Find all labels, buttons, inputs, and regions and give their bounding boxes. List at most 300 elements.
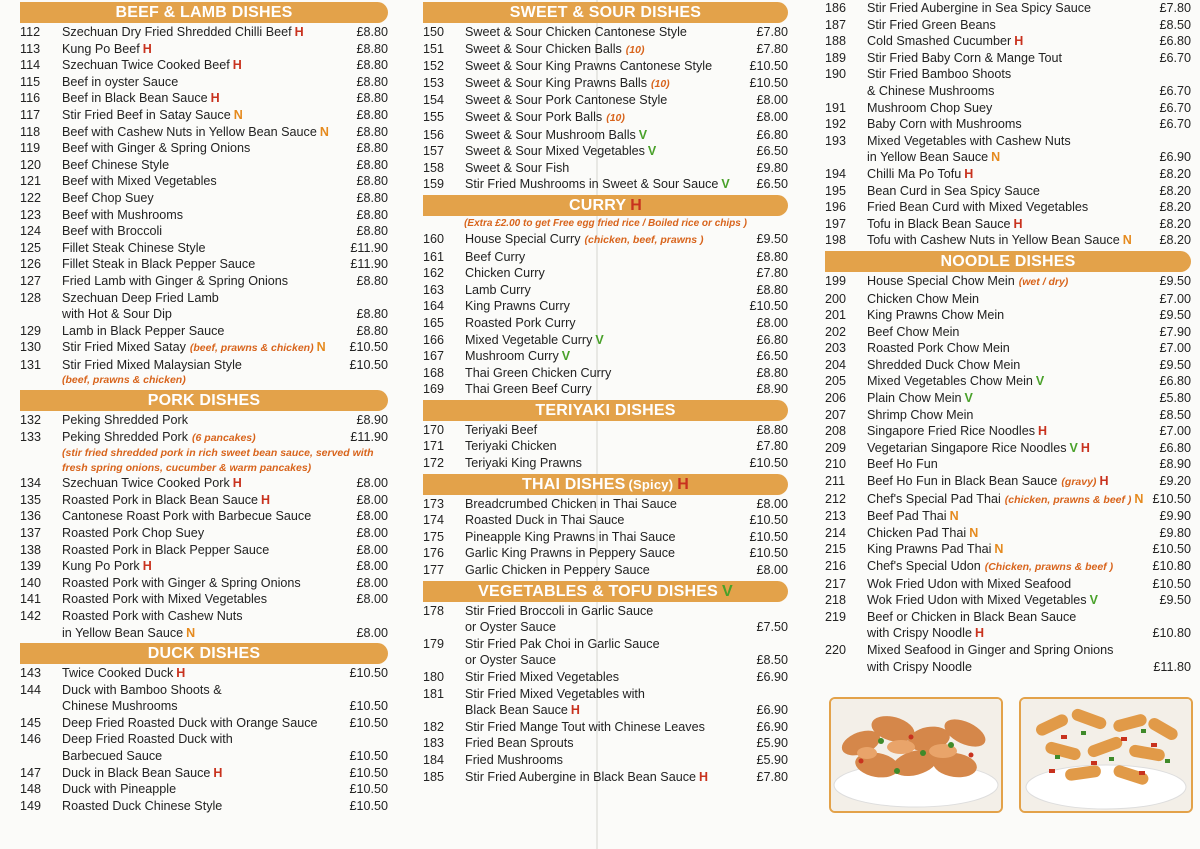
item-number: 130 xyxy=(20,340,42,355)
item-price: £10.50 xyxy=(1152,491,1191,506)
section-header xyxy=(423,400,788,421)
menu-item-continued xyxy=(423,652,788,669)
item-name xyxy=(867,508,1143,525)
item-name xyxy=(62,591,340,608)
item-number: 198 xyxy=(825,233,847,248)
item-number-spacer xyxy=(423,619,465,636)
item-price: £8.80 xyxy=(756,365,788,380)
item-price: £6.90 xyxy=(756,719,788,734)
hot-badge: H xyxy=(232,58,242,73)
item-name xyxy=(62,273,340,290)
item-price: £10.50 xyxy=(749,513,788,528)
item-number: 165 xyxy=(423,315,445,330)
veg-badge: V xyxy=(638,127,648,142)
item-price: £8.80 xyxy=(356,25,388,39)
item-name-text: Szechuan Dry Fried Shredded Chilli Beef xyxy=(62,25,292,39)
item-name-text: Lamb Curry xyxy=(465,282,531,297)
item-number: 121 xyxy=(20,174,42,189)
item-name-text: Beef with Mixed Vegetables xyxy=(62,174,217,189)
menu-column-3 xyxy=(825,0,1191,675)
item-name-text: Kung Po Pork xyxy=(62,559,140,574)
menu-item xyxy=(20,24,388,41)
item-number: 180 xyxy=(423,670,445,684)
item-name xyxy=(867,423,1143,440)
item-number: 196 xyxy=(825,200,847,215)
menu-item xyxy=(825,407,1191,424)
item-name-text: Sweet & Sour Mushroom Balls xyxy=(465,127,636,142)
item-name-text: Beef Ho Fun in Black Bean Sauce xyxy=(867,474,1058,489)
item-number: 161 xyxy=(423,249,445,264)
item-number: 218 xyxy=(825,593,847,608)
item-price: £7.80 xyxy=(756,769,788,784)
item-price: £8.00 xyxy=(356,525,388,540)
item-name xyxy=(62,190,340,207)
item-price: £10.50 xyxy=(349,340,388,355)
item-price: £8.00 xyxy=(356,542,388,557)
hot-badge: H xyxy=(261,492,271,507)
menu-item-continued xyxy=(423,619,788,636)
menu-column-2 xyxy=(423,0,788,785)
item-number: 148 xyxy=(20,782,42,797)
item-name xyxy=(465,265,740,282)
item-name xyxy=(867,33,1143,50)
hot-badge: H xyxy=(294,25,304,39)
item-price: £10.80 xyxy=(1152,559,1191,573)
menu-item xyxy=(20,124,388,141)
item-number: 157 xyxy=(423,144,445,159)
item-number: 220 xyxy=(825,642,847,657)
item-name-text: Deep Fried Roasted Duck with xyxy=(62,732,233,747)
section-header xyxy=(20,643,388,664)
item-name-text: Beef Chop Suey xyxy=(62,190,154,205)
item-number: 214 xyxy=(825,525,847,540)
menu-item xyxy=(20,525,388,542)
item-price: £7.00 xyxy=(1159,341,1191,356)
item-price: £8.00 xyxy=(756,496,788,511)
item-name-text: Stir Fried Aubergine in Sea Spicy Sauce xyxy=(867,1,1092,15)
item-name xyxy=(62,575,340,592)
item-name-text: Chef's Special Udon xyxy=(867,559,981,573)
item-number: 204 xyxy=(825,357,847,372)
item-name xyxy=(62,412,340,429)
item-name-text: Beef Curry xyxy=(465,249,526,264)
item-price: £10.50 xyxy=(749,546,788,561)
menu-item xyxy=(423,231,788,249)
menu-item xyxy=(423,41,788,59)
item-name-text: House Special Chow Mein xyxy=(867,273,1015,288)
item-number: 197 xyxy=(825,216,847,231)
menu-item xyxy=(20,41,388,58)
item-price: £6.80 xyxy=(756,332,788,347)
item-price: £8.00 xyxy=(356,559,388,574)
item-price: £8.80 xyxy=(356,207,388,222)
item-name-text: Thai Green Beef Curry xyxy=(465,382,592,397)
item-number: 169 xyxy=(423,382,445,397)
item-name xyxy=(465,127,740,144)
item-name-text: Sweet & Sour Mixed Vegetables xyxy=(465,144,645,159)
item-name xyxy=(62,74,340,91)
item-price: £9.80 xyxy=(756,160,788,175)
item-number: 125 xyxy=(20,240,42,255)
hot-badge: H xyxy=(630,196,643,214)
item-price-spacer xyxy=(340,682,388,699)
item-price: £8.80 xyxy=(356,307,388,322)
item-number: 155 xyxy=(423,109,445,124)
veg-badge: V xyxy=(721,582,733,600)
item-number: 168 xyxy=(423,365,445,380)
item-name-line2-text: in Yellow Bean Sauce xyxy=(62,625,184,640)
item-name xyxy=(465,365,740,382)
item-price: £8.20 xyxy=(1159,216,1191,231)
section-title: BEEF & LAMB DISHES xyxy=(115,4,293,21)
item-number: 189 xyxy=(825,50,847,65)
item-price-spacer xyxy=(1143,642,1191,659)
item-name-text: Fillet Steak Chinese Style xyxy=(62,240,206,255)
menu-item xyxy=(825,0,1191,17)
menu-item xyxy=(825,66,1191,83)
item-name-text: Breadcrumbed Chicken in Thai Sauce xyxy=(465,496,677,511)
item-name xyxy=(867,390,1143,407)
item-price: £10.50 xyxy=(349,765,388,780)
item-number: 170 xyxy=(423,422,445,437)
item-price: £10.50 xyxy=(749,59,788,74)
menu-item xyxy=(825,273,1191,291)
menu-item xyxy=(20,256,388,273)
item-name-text: Roasted Pork with Cashew Nuts xyxy=(62,608,243,623)
menu-item xyxy=(20,429,388,447)
item-note: (Chicken, prawns & beef ) xyxy=(984,561,1114,573)
item-name-text: Wok Fried Udon with Mixed Vegetables xyxy=(867,593,1087,608)
item-name-text: Cold Smashed Cucumber xyxy=(867,34,1012,49)
item-name-line2 xyxy=(62,748,340,765)
item-price-spacer xyxy=(740,636,788,653)
section-title: PORK DISHES xyxy=(147,391,261,409)
item-price: £7.00 xyxy=(1159,291,1191,306)
item-name-line2 xyxy=(867,625,1143,642)
menu-item xyxy=(423,127,788,144)
hot-badge: H xyxy=(213,765,223,780)
menu-item xyxy=(20,107,388,124)
item-price: £8.80 xyxy=(356,124,388,139)
menu-item xyxy=(423,562,788,579)
nuts-badge: N xyxy=(969,525,979,540)
item-price: £9.50 xyxy=(1159,273,1191,288)
item-name xyxy=(62,107,340,124)
item-price: £7.80 xyxy=(756,439,788,454)
item-name xyxy=(867,541,1143,558)
item-price: £8.80 xyxy=(356,323,388,338)
item-name xyxy=(465,298,740,315)
menu-item xyxy=(825,340,1191,357)
item-number: 193 xyxy=(825,133,847,148)
item-name xyxy=(867,273,1143,291)
menu-item xyxy=(20,290,388,307)
item-name xyxy=(62,24,340,41)
item-price: £9.20 xyxy=(1159,474,1191,489)
item-price: £8.90 xyxy=(356,412,388,427)
item-name-text: Mushroom Chop Suey xyxy=(867,100,993,115)
item-name-text: Beef with Cashew Nuts in Yellow Bean Sauce xyxy=(62,124,317,139)
hot-badge: H xyxy=(570,703,580,718)
item-name xyxy=(62,124,340,141)
menu-item xyxy=(20,190,388,207)
item-name-text: Beef in oyster Sauce xyxy=(62,74,179,89)
item-name-text: Cantonese Roast Pork with Barbecue Sauce xyxy=(62,509,312,524)
item-price: £10.50 xyxy=(349,782,388,797)
item-name xyxy=(867,456,1143,473)
item-price: £8.00 xyxy=(756,93,788,108)
item-name-line2 xyxy=(465,619,740,636)
item-name xyxy=(867,609,1143,626)
section-header xyxy=(20,2,388,23)
item-name-text: Fried Mushrooms xyxy=(465,752,563,767)
item-price: £8.80 xyxy=(356,107,388,122)
item-number: 163 xyxy=(423,282,445,297)
item-name xyxy=(465,109,740,127)
item-name-text: Vegetarian Singapore Rice Noodles xyxy=(867,440,1067,455)
item-price: £6.70 xyxy=(1159,100,1191,115)
item-number: 202 xyxy=(825,324,847,339)
item-number: 131 xyxy=(20,357,42,372)
item-name-text: Beef Ho Fun xyxy=(867,457,938,472)
menu-item xyxy=(20,273,388,290)
item-price-spacer xyxy=(340,290,388,307)
menu-item xyxy=(20,323,388,340)
item-number: 178 xyxy=(423,603,445,618)
item-name xyxy=(62,715,340,732)
item-number: 124 xyxy=(20,224,42,239)
item-name xyxy=(465,231,740,249)
menu-item xyxy=(20,140,388,157)
item-name-text: Stir Fried Aubergine in Black Bean Sauce xyxy=(465,769,697,784)
item-price-spacer xyxy=(1143,133,1191,150)
menu-item xyxy=(423,719,788,736)
item-name xyxy=(465,143,740,160)
hot-badge: H xyxy=(1014,34,1024,49)
item-name-line2-text: or Oyster Sauce xyxy=(465,620,556,635)
item-number: 187 xyxy=(825,17,847,32)
menu-item xyxy=(20,475,388,492)
item-name-text: Teriyaki Chicken xyxy=(465,439,557,454)
item-name xyxy=(465,176,740,193)
menu-item xyxy=(20,665,388,682)
item-number: 114 xyxy=(20,58,41,73)
menu-item-continued xyxy=(20,698,388,715)
item-number-spacer xyxy=(20,698,62,715)
item-number: 162 xyxy=(423,266,445,281)
item-number: 146 xyxy=(20,732,42,747)
item-number: 205 xyxy=(825,374,847,389)
menu-item-continued xyxy=(20,306,388,323)
item-number: 200 xyxy=(825,291,847,306)
menu-item xyxy=(423,176,788,193)
item-name-text: Garlic King Prawns in Peppery Sauce xyxy=(465,546,675,561)
item-price: £8.80 xyxy=(756,249,788,264)
item-name xyxy=(62,542,340,559)
veg-badge: V xyxy=(1089,593,1098,608)
item-price: £8.20 xyxy=(1159,166,1191,181)
item-name xyxy=(867,133,1143,150)
item-name xyxy=(867,373,1143,390)
item-name-text: Duck with Bamboo Shoots & xyxy=(62,682,222,697)
item-price: £9.50 xyxy=(1159,357,1191,372)
item-number: 153 xyxy=(423,75,445,90)
section-title: DUCK DISHES xyxy=(147,645,261,663)
item-price: £8.90 xyxy=(1159,457,1191,472)
item-price-spacer xyxy=(1143,609,1191,626)
menu-item xyxy=(825,558,1191,576)
menu-item xyxy=(20,765,388,782)
item-number: 217 xyxy=(825,576,847,591)
item-number: 138 xyxy=(20,542,42,557)
item-name-text: Wok Fried Udon with Mixed Seafood xyxy=(867,576,1072,591)
item-number: 184 xyxy=(423,752,445,767)
item-number: 149 xyxy=(20,798,42,813)
menu-item xyxy=(20,223,388,240)
item-number: 117 xyxy=(20,107,41,122)
item-number: 119 xyxy=(20,141,41,156)
item-name xyxy=(465,75,740,93)
veg-badge: V xyxy=(964,391,973,406)
item-name-text: Peking Shredded Pork xyxy=(62,429,189,444)
item-name-text: Kung Po Beef xyxy=(62,41,140,56)
item-number-spacer xyxy=(20,306,62,323)
item-price: £6.50 xyxy=(756,177,788,192)
item-price: £10.80 xyxy=(1152,626,1191,641)
item-name xyxy=(867,166,1143,183)
item-number: 212 xyxy=(825,491,847,506)
item-name xyxy=(465,496,740,513)
menu-item-continued xyxy=(825,83,1191,100)
menu-item xyxy=(423,603,788,620)
nuts-badge: N xyxy=(316,340,326,355)
item-name-text: Garlic Chicken in Peppery Sauce xyxy=(465,563,650,578)
hot-badge: H xyxy=(1099,474,1109,489)
fried-prawns-photo-icon xyxy=(829,697,1003,813)
item-name xyxy=(62,256,340,273)
item-number: 116 xyxy=(20,91,41,106)
item-name-text: Beef Chow Mein xyxy=(867,324,960,339)
item-name-text: Roasted Pork in Black Bean Sauce xyxy=(62,492,259,507)
item-price: £8.80 xyxy=(356,58,388,73)
menu-item xyxy=(20,715,388,732)
item-name xyxy=(62,429,340,447)
menu-item xyxy=(825,357,1191,374)
hot-badge: H xyxy=(964,166,974,181)
item-price: £8.20 xyxy=(1159,183,1191,198)
menu-item xyxy=(20,74,388,91)
item-number: 213 xyxy=(825,509,847,524)
item-name xyxy=(465,438,740,455)
menu-item xyxy=(423,381,788,398)
item-price: £10.50 xyxy=(349,715,388,730)
item-price: £8.80 xyxy=(356,141,388,156)
menu-item xyxy=(825,216,1191,233)
menu-section xyxy=(825,0,1191,249)
section-title: SWEET & SOUR DISHES xyxy=(509,4,702,21)
salt-pepper-squid-photo-icon xyxy=(1019,697,1193,813)
menu-item xyxy=(825,307,1191,324)
menu-item xyxy=(423,298,788,315)
menu-item-continued xyxy=(825,659,1191,676)
item-number: 112 xyxy=(20,25,41,39)
item-name xyxy=(867,116,1143,133)
item-price-spacer xyxy=(340,731,388,748)
item-name xyxy=(465,58,740,75)
menu-item xyxy=(423,769,788,786)
item-name xyxy=(62,223,340,240)
item-name-text: Stir Fried Mixed Vegetables xyxy=(465,670,619,684)
item-number: 182 xyxy=(423,719,445,734)
item-name-text: Szechuan Twice Cooked Pork xyxy=(62,476,230,491)
item-number: 176 xyxy=(423,546,445,561)
item-name xyxy=(62,798,340,815)
item-price: £7.50 xyxy=(756,620,788,635)
item-price: £11.90 xyxy=(350,429,388,444)
item-name xyxy=(62,90,340,107)
menu-item xyxy=(20,157,388,174)
item-price: £8.00 xyxy=(756,109,788,124)
menu-item xyxy=(423,365,788,382)
item-name xyxy=(867,407,1143,424)
item-name-line2-text: Black Bean Sauce xyxy=(465,703,568,718)
nuts-badge: N xyxy=(1134,491,1143,506)
hot-badge: H xyxy=(142,41,152,56)
menu-item-continued xyxy=(423,702,788,719)
menu-item xyxy=(825,17,1191,34)
item-name xyxy=(62,558,340,575)
item-number: 210 xyxy=(825,457,847,472)
item-price: £10.50 xyxy=(749,299,788,314)
item-name xyxy=(62,682,340,699)
veg-badge: V xyxy=(561,349,571,364)
item-name-text: Stir Fried Mange Tout with Chinese Leaves xyxy=(465,719,705,734)
menu-item xyxy=(20,608,388,625)
item-price: £8.50 xyxy=(1159,17,1191,32)
item-note: (6 pancakes) xyxy=(192,431,256,444)
menu-item xyxy=(20,90,388,107)
menu-item xyxy=(825,324,1191,341)
item-price: £10.50 xyxy=(1152,576,1191,591)
menu-item xyxy=(423,636,788,653)
menu-item xyxy=(423,422,788,439)
hot-badge: H xyxy=(142,559,152,574)
item-number: 150 xyxy=(423,25,445,39)
item-number: 159 xyxy=(423,177,445,192)
item-price: £8.00 xyxy=(356,592,388,607)
menu-item xyxy=(423,669,788,686)
item-price: £8.80 xyxy=(356,174,388,189)
item-name-text: Duck in Black Bean Sauce xyxy=(62,765,211,780)
item-number: 120 xyxy=(20,157,42,172)
item-name-text: Stir Fried Mushrooms in Sweet & Sour Sauce xyxy=(465,177,719,192)
item-number: 191 xyxy=(825,100,847,115)
menu-item-continued xyxy=(20,625,388,642)
menu-item xyxy=(423,686,788,703)
item-name-text: Sweet & Sour Chicken Balls xyxy=(465,41,622,56)
item-price: £8.00 xyxy=(356,625,388,640)
item-price: £8.80 xyxy=(356,157,388,172)
item-note: (10) xyxy=(651,77,670,90)
item-number: 219 xyxy=(825,609,847,624)
item-name xyxy=(465,562,740,579)
menu-item xyxy=(423,348,788,365)
nuts-badge: N xyxy=(994,542,1004,557)
item-note: (chicken, prawns & beef ) xyxy=(1004,493,1132,506)
section-title: NOODLE DISHES xyxy=(940,252,1076,270)
item-name xyxy=(465,603,740,620)
veg-badge: V xyxy=(721,177,730,192)
